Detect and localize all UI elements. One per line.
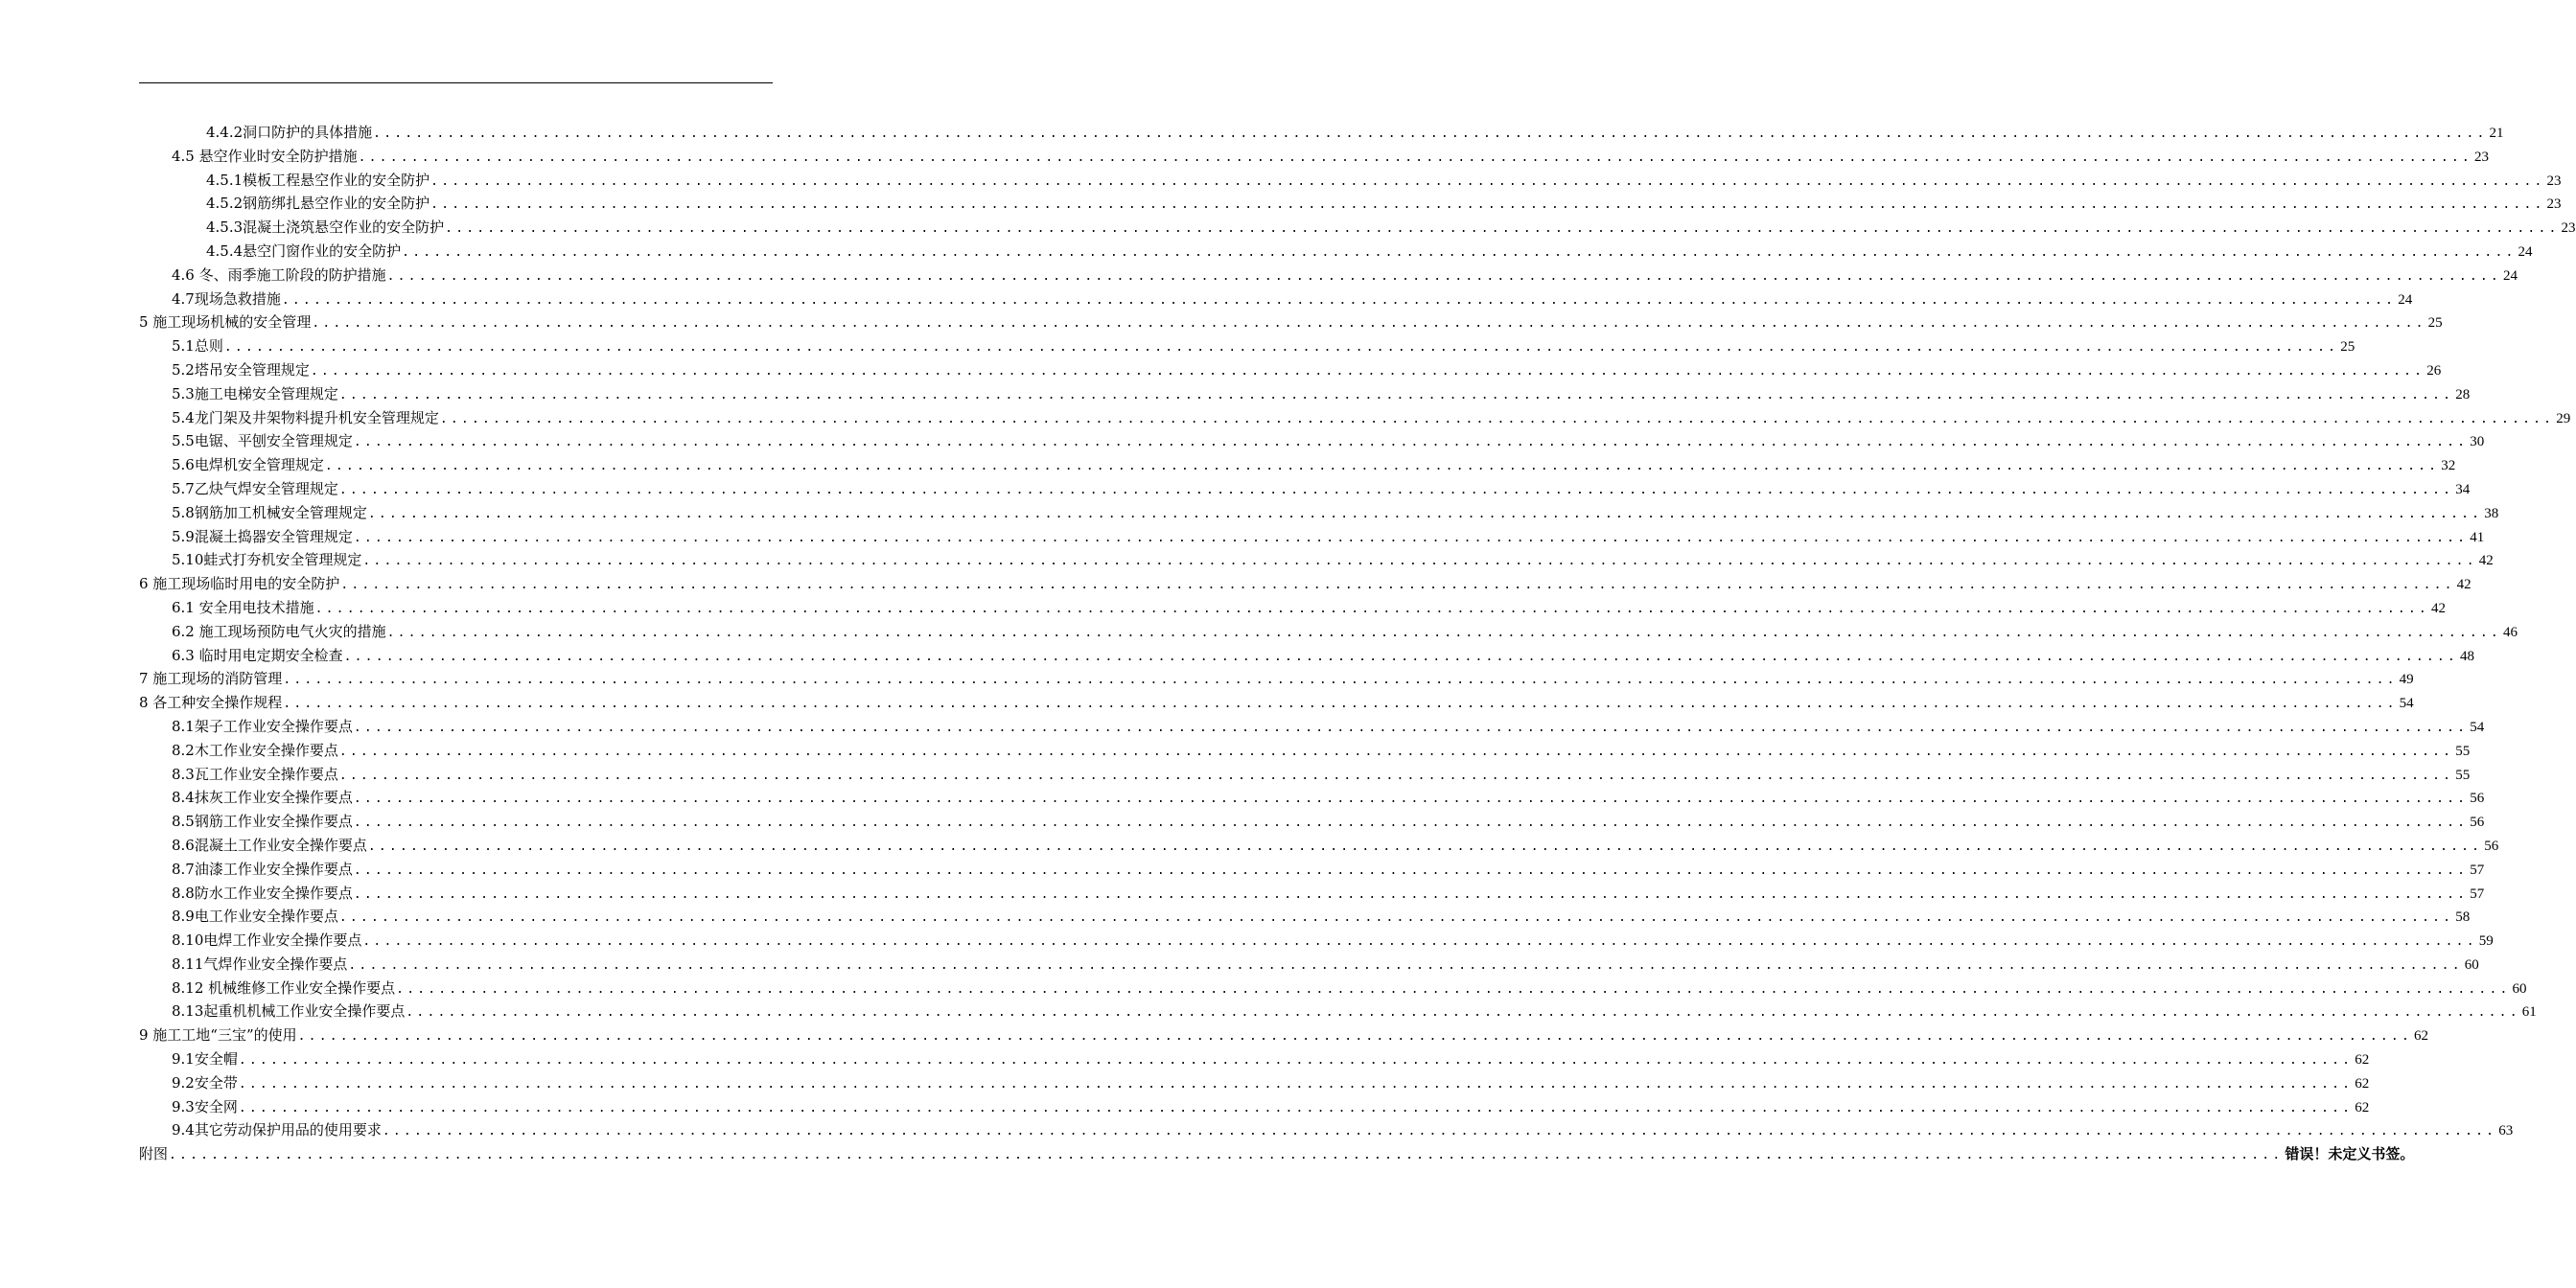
toc-entry-page: 48: [2459, 648, 2474, 664]
toc-entry-title: 4.5.2钢筋绑扎悬空作业的安全防护: [206, 195, 430, 213]
toc-entry[interactable]: [139, 858, 2485, 882]
toc-entry-page: 63: [2498, 1123, 2514, 1139]
toc-dot-leader: ........................................................................................................................................................................................................: [338, 482, 2454, 497]
toc-entry[interactable]: [139, 382, 2471, 406]
toc-entry[interactable]: [139, 1118, 2514, 1142]
toc-dot-leader: ........................................................................................................................................................................................................: [340, 578, 2455, 593]
toc-entry[interactable]: [139, 715, 2485, 739]
toc-entry-page: 61: [2521, 1004, 2537, 1021]
toc-entry[interactable]: [139, 334, 2356, 358]
toc-entry[interactable]: [139, 1071, 2370, 1095]
toc-dot-leader: ........................................................................................................................................................................................................: [169, 1148, 2284, 1163]
toc-dot-leader: ........................................................................................................................................................................................................: [353, 816, 2469, 831]
toc-entry-title: 5.3施工电梯安全管理规定: [172, 384, 338, 402]
toc-entry-title: 9.3安全网: [172, 1097, 238, 1116]
toc-entry-title: 8.10电焊工作业安全操作要点: [172, 932, 362, 950]
header-rule: [139, 82, 773, 83]
toc-entry-title: 5.8钢筋加工机械安全管理规定: [172, 503, 367, 521]
toc-entry[interactable]: [139, 810, 2485, 834]
toc-entry[interactable]: [139, 596, 2446, 620]
toc-entry-page: 24: [2518, 243, 2533, 260]
toc-dot-leader: ........................................................................................................................................................................................................: [343, 649, 2458, 664]
toc-entry-title: 5.1总则: [172, 337, 223, 356]
toc-entry-title: 8.3瓦工作业安全操作要点: [172, 765, 338, 783]
toc-entry-title: 5.5电锯、平刨安全管理规定: [172, 432, 353, 450]
toc-entry-title: 8 各工种安全操作规程: [139, 694, 283, 712]
toc-entry[interactable]: [139, 288, 2413, 311]
toc-entry[interactable]: [139, 406, 2571, 430]
toc-dot-leader: ........................................................................................................................................................................................................: [406, 1005, 2520, 1021]
toc-entry-page: 30: [2470, 434, 2485, 450]
toc-entry-page: 60: [2464, 956, 2479, 973]
toc-dot-leader: ........................................................................................................................................................................................................: [382, 1124, 2497, 1139]
toc-entry[interactable]: [139, 620, 2518, 644]
toc-dot-leader: ........................................................................................................................................................................................................: [312, 316, 2426, 332]
toc-entry-page: 42: [2456, 577, 2472, 593]
toc-entry-page: 错误！未定义书签。: [2285, 1145, 2415, 1163]
toc-entry-page: 23: [2546, 172, 2562, 189]
toc-entry-page: 23: [2473, 149, 2489, 165]
toc-entry-title: 6.3 临时用电定期安全检查: [172, 646, 343, 664]
toc-dot-leader: ........................................................................................................................................................................................................: [348, 957, 2463, 973]
toc-entry-page: 42: [2478, 553, 2494, 569]
toc-entry-page: 28: [2455, 386, 2471, 402]
toc-entry[interactable]: [139, 739, 2471, 763]
toc-entry[interactable]: [139, 1142, 2415, 1166]
toc-entry-title: 8.2木工作业安全操作要点: [172, 741, 338, 759]
toc-dot-leader: ........................................................................................................................................................................................................: [238, 1100, 2354, 1116]
toc-dot-leader: ........................................................................................................................................................................................................: [353, 862, 2469, 878]
toc-entry[interactable]: [139, 572, 2472, 596]
toc-entry-title: 4.6 冬、雨季施工阶段的防护措施: [172, 265, 386, 284]
toc-entry[interactable]: [139, 216, 2576, 240]
toc-entry[interactable]: [139, 121, 2504, 145]
toc-dot-leader: ........................................................................................................................................................................................................: [353, 792, 2469, 807]
toc-entry-page: 41: [2470, 529, 2485, 545]
toc-entry-page: 24: [2502, 267, 2518, 284]
toc-dot-leader: ........................................................................................................................................................................................................: [353, 720, 2469, 735]
toc-entry-title: 9 施工工地“三宝”的使用: [139, 1026, 297, 1045]
toc-entry-page: 55: [2455, 767, 2471, 783]
toc-entry-title: 6 施工现场临时用电的安全防护: [139, 575, 340, 593]
toc-dot-leader: ........................................................................................................................................................................................................: [367, 839, 2483, 854]
toc-dot-leader: ........................................................................................................................................................................................................: [310, 363, 2425, 379]
toc-dot-leader: ........................................................................................................................................................................................................: [338, 910, 2454, 926]
toc-dot-leader: ........................................................................................................................................................................................................: [386, 268, 2501, 284]
toc-entry-title: 5 施工现场机械的安全管理: [139, 313, 312, 332]
toc-entry-title: 8.9电工作业安全操作要点: [172, 908, 338, 926]
toc-entry-title: 8.7油漆工作业安全操作要点: [172, 860, 353, 878]
toc-dot-leader: ........................................................................................................................................................................................................: [362, 934, 2477, 950]
toc-entry[interactable]: [139, 264, 2518, 288]
toc-entry[interactable]: [139, 310, 2443, 334]
toc-entry-page: 55: [2455, 743, 2471, 759]
toc-entry[interactable]: [139, 145, 2489, 169]
toc-entry[interactable]: [139, 169, 2562, 193]
toc-entry-page: 62: [2355, 1052, 2370, 1069]
toc-entry-page: 25: [2340, 339, 2356, 356]
toc-entry[interactable]: [139, 429, 2485, 453]
toc-entry-title: 4.4.2洞口防护的具体措施: [206, 124, 373, 141]
toc-entry-page: 24: [2398, 291, 2413, 308]
toc-entry-page: 23: [2561, 220, 2576, 237]
toc-entry-title: 5.2塔吊安全管理规定: [172, 360, 310, 379]
toc-dot-leader: ........................................................................................................................................................................................................: [396, 981, 2511, 997]
toc-entry-title: 6.2 施工现场预防电气火灾的措施: [172, 622, 386, 640]
toc-entry-title: 8.1架子工作业安全操作要点: [172, 717, 353, 735]
toc-entry-title: 4.5.3混凝土浇筑悬空作业的安全防护: [206, 218, 445, 237]
toc-dot-leader: ........................................................................................................................................................................................................: [353, 435, 2469, 450]
toc-entry-page: 46: [2502, 624, 2518, 640]
toc-dot-leader: ........................................................................................................................................................................................................: [353, 530, 2469, 545]
toc-entry-title: 8.4抹灰工作业安全操作要点: [172, 789, 353, 807]
toc-entry[interactable]: [139, 1024, 2428, 1047]
toc-entry[interactable]: [139, 691, 2414, 715]
toc-entry[interactable]: [139, 548, 2494, 572]
toc-dot-leader: ........................................................................................................................................................................................................: [223, 340, 2339, 356]
toc-dot-leader: ........................................................................................................................................................................................................: [283, 673, 2398, 688]
toc-entry-page: 62: [2414, 1028, 2428, 1045]
toc-entry-title: 7 施工现场的消防管理: [139, 670, 283, 688]
toc-entry-title: 4.5.4悬空门窗作业的安全防护: [206, 242, 402, 260]
toc-entry[interactable]: [139, 1000, 2537, 1024]
toc-dot-leader: ........................................................................................................................................................................................................: [439, 411, 2555, 426]
toc-entry-page: 32: [2441, 458, 2456, 474]
toc-entry-page: 54: [2399, 696, 2414, 712]
toc-entry[interactable]: [139, 453, 2456, 477]
toc-entry[interactable]: [139, 358, 2442, 382]
toc-entry-page: 56: [2484, 838, 2499, 854]
toc-entry-page: 57: [2470, 862, 2485, 878]
toc-dot-leader: ........................................................................................................................................................................................................: [338, 744, 2454, 759]
toc-entry-title: 4.5 悬空作业时安全防护措施: [172, 147, 358, 165]
toc-entry-page: 62: [2355, 1099, 2370, 1116]
toc-entry-page: 59: [2478, 933, 2494, 950]
toc-dot-leader: ........................................................................................................................................................................................................: [373, 126, 2488, 141]
toc-entry[interactable]: [139, 953, 2479, 977]
table-of-contents: [139, 121, 2576, 1166]
toc-entry[interactable]: [139, 905, 2471, 929]
toc-dot-leader: ........................................................................................................................................................................................................: [338, 768, 2454, 783]
toc-entry[interactable]: [139, 667, 2414, 691]
toc-entry-title: 8.6混凝土工作业安全操作要点: [172, 836, 367, 854]
toc-entry-title: 5.4龙门架及井架物料提升机安全管理规定: [172, 408, 439, 426]
toc-entry-page: 62: [2355, 1075, 2370, 1092]
toc-entry-title: 5.9混凝土捣器安全管理规定: [172, 527, 353, 545]
toc-entry[interactable]: [139, 501, 2499, 525]
toc-dot-leader: ........................................................................................................................................................................................................: [283, 697, 2398, 712]
toc-entry[interactable]: [139, 525, 2485, 549]
toc-entry-page: 21: [2489, 126, 2504, 141]
toc-entry-title: 8.8防水工作业安全操作要点: [172, 884, 353, 902]
toc-entry[interactable]: [139, 240, 2533, 264]
toc-entry-title: 8.5钢筋工作业安全操作要点: [172, 813, 353, 831]
toc-dot-leader: ........................................................................................................................................................................................................: [367, 506, 2483, 521]
toc-entry[interactable]: [139, 929, 2494, 953]
toc-entry-page: 57: [2470, 886, 2485, 902]
toc-dot-leader: ........................................................................................................................................................................................................: [281, 292, 2397, 308]
toc-entry-page: 25: [2427, 315, 2443, 332]
toc-entry-page: 34: [2455, 481, 2471, 497]
toc-entry-title: 8.12 机械维修工作业安全操作要点: [172, 978, 396, 997]
toc-entry-page: 42: [2430, 600, 2446, 616]
toc-entry-page: 56: [2470, 815, 2485, 831]
toc-entry-page: 29: [2556, 410, 2571, 426]
toc-entry-page: 49: [2399, 672, 2414, 688]
toc-entry-title: 9.1安全帽: [172, 1050, 238, 1069]
toc-entry[interactable]: [139, 977, 2527, 1000]
toc-entry[interactable]: [139, 763, 2471, 787]
toc-dot-leader: ........................................................................................................................................................................................................: [238, 1053, 2354, 1069]
toc-entry[interactable]: [139, 477, 2471, 501]
toc-dot-leader: ........................................................................................................................................................................................................: [362, 554, 2477, 569]
toc-entry-page: 26: [2426, 362, 2442, 379]
toc-dot-leader: ........................................................................................................................................................................................................: [297, 1029, 2412, 1045]
toc-dot-leader: ........................................................................................................................................................................................................: [358, 150, 2472, 165]
toc-entry-title: 4.5.1模板工程悬空作业的安全防护: [206, 171, 430, 189]
toc-entry-title: 9.2安全带: [172, 1073, 238, 1092]
toc-entry-title: 附图: [139, 1145, 169, 1163]
toc-entry-title: 9.4其它劳动保护用品的使用要求: [172, 1121, 382, 1139]
toc-entry[interactable]: [139, 644, 2474, 668]
toc-dot-leader: ........................................................................................................................................................................................................: [402, 244, 2517, 260]
toc-dot-leader: ........................................................................................................................................................................................................: [430, 197, 2545, 213]
toc-entry[interactable]: [139, 786, 2485, 810]
toc-entry-title: 5.6电焊机安全管理规定: [172, 456, 324, 474]
toc-entry[interactable]: [139, 834, 2499, 858]
toc-entry-title: 8.13起重机机械工作业安全操作要点: [172, 1002, 406, 1021]
toc-entry-page: 56: [2470, 791, 2485, 807]
toc-entry-page: 58: [2455, 909, 2471, 926]
toc-entry-title: 8.11气焊作业安全操作要点: [172, 954, 348, 973]
toc-entry-title: 5.10蛙式打夯机安全管理规定: [172, 551, 362, 569]
toc-dot-leader: ........................................................................................................................................................................................................: [386, 625, 2501, 640]
toc-entry-page: 60: [2512, 980, 2527, 997]
toc-dot-leader: ........................................................................................................................................................................................................: [314, 601, 2429, 616]
toc-entry-page: 38: [2484, 505, 2499, 521]
toc-dot-leader: ........................................................................................................................................................................................................: [238, 1076, 2354, 1092]
toc-entry-page: 54: [2470, 719, 2485, 735]
toc-entry-title: 6.1 安全用电技术措施: [172, 598, 314, 616]
toc-dot-leader: ........................................................................................................................................................................................................: [338, 387, 2454, 402]
toc-dot-leader: ........................................................................................................................................................................................................: [430, 173, 2545, 189]
toc-entry-page: 23: [2546, 196, 2562, 213]
toc-entry[interactable]: [139, 1095, 2370, 1119]
toc-entry[interactable]: [139, 192, 2562, 216]
toc-entry[interactable]: [139, 882, 2485, 906]
toc-dot-leader: ........................................................................................................................................................................................................: [324, 459, 2440, 474]
toc-entry-title: 4.7现场急救措施: [172, 289, 281, 308]
toc-dot-leader: ........................................................................................................................................................................................................: [445, 221, 2560, 237]
toc-entry-title: 5.7乙炔气焊安全管理规定: [172, 479, 338, 497]
toc-dot-leader: ........................................................................................................................................................................................................: [353, 886, 2469, 902]
toc-entry[interactable]: [139, 1047, 2370, 1071]
